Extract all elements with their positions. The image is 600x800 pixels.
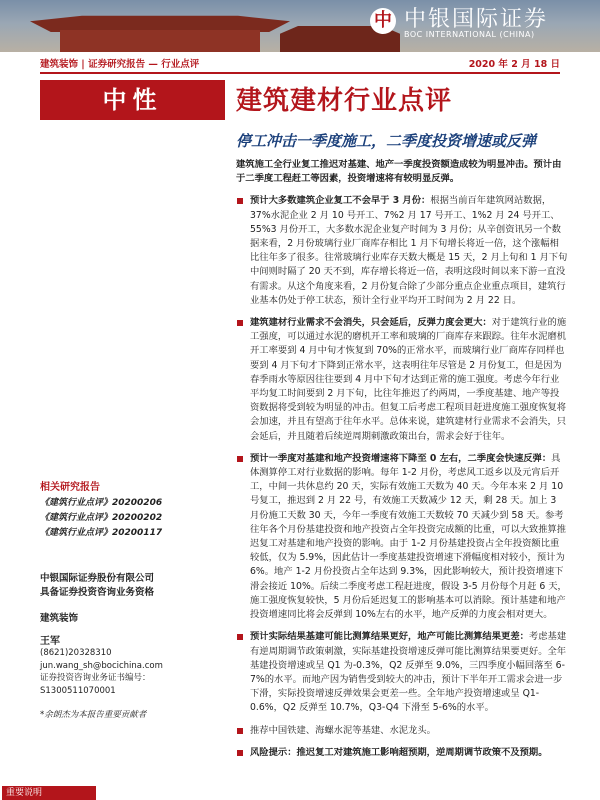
rating-badge: 中性 (40, 80, 225, 120)
related-report-link[interactable]: 《建筑行业点评》20200206 (40, 498, 163, 508)
bullet-lead: 预计大多数建筑企业复工不会早于 3 月份： (250, 195, 431, 207)
bullet-item (236, 630, 568, 715)
bullet-square-icon (237, 320, 243, 326)
analyst-name: 王军 (40, 636, 60, 647)
analyst-email[interactable]: jun.wang_sh@bocichina.com (40, 660, 163, 671)
related-report-link[interactable]: 《建筑行业点评》20200117 (40, 528, 163, 538)
bank-logo (370, 2, 590, 46)
footer-label: 重要说明 (2, 786, 96, 800)
related-report-link[interactable]: 《建筑行业点评》20200202 (40, 513, 163, 523)
bank-name-cn: 中银国际证券 (404, 7, 549, 32)
bullet-text: 推荐中国铁建、海螺水泥等基建、水泥龙头。 (250, 724, 436, 736)
bullet-square-icon (237, 750, 243, 756)
analyst-cert: 证券投资咨询业务证书编号：S1300511070001 (40, 673, 151, 696)
bullet-text: 推迟复工对建筑施工影响超预期，逆周期调节政策不及预期。 (296, 746, 548, 758)
bullet-text: 根据当前百年建筑网站数据，37%水泥企业 2 月 10 号开工、7%2 月 17 号开工、1%2 月 24 号开工、55%3 月份开工，大多数水泥企业复产时间为 3 月份；从辛创资讯另一个数据来看，2 月份玻璃行业厂商库存相比 1 月下旬增长将近一倍，这个涨幅相比往年多了很多。往常玻璃行业库存天数大概是 15 天，2 月上旬和 1 月下旬中间则时隔了 20 天不到，库存增长将近一倍，表明这段时间以来下游一直没有需求。从这个角度来看，2 月份复合除了少部分重点企业重点项目，建筑行业基本仍处于停工状态，预计全行业平均开工时间为 2 月 22 日。 (250, 195, 568, 306)
bullet-lead: 预计实际结果基建可能比测算结果更好，地产可能比测算结果更差： (250, 631, 529, 643)
bullet-lead: 预计一季度对基建和地产投资增速将下降至 0 左右，二季度会快速反弹： (250, 452, 552, 464)
report-date: 2020 年 2 月 18 日 (468, 59, 560, 70)
bullet-square-icon (237, 456, 243, 462)
breadcrumb (40, 56, 560, 72)
bullet-square-icon (237, 634, 243, 640)
page-title: 建筑建材行业点评 (236, 86, 453, 116)
bullet-text: 对于建筑行业的施工强度，可以通过水泥的磨机开工率和玻璃的厂商库存来跟踪。往年水泥磨机开工率要到 4 月中旬才恢复到 70%的正常水平，而玻璃行业厂商库存同样也要到 4 月下旬才下降到正常水平，这表明往年尽管是 2 月份复工，但是因为春季雨水等原因往往要到 4 月中下旬才达到正常的施工强度。考虑今年行业平均复工时间要到 2 月下旬，比往年推迟了约两周，一季度基建、地产等投资数据将受到较为明显的冲击。但复工后考虑工程项目赶进度施工强度恢复将会加速，并且有望高于往年水平。总体来说，建筑建材行业需求不会消失，只会延后，并且随着后续逆周期刺激政策出台，需求会好于往年。 (250, 317, 567, 442)
company-info (40, 572, 220, 626)
bullet-item (236, 316, 568, 444)
bullet-square-icon (237, 728, 243, 734)
analyst-info (40, 632, 220, 722)
bullet-text: 具体测算停工对行业数据的影响。每年 1-2 月份，考虑风工返乡以及元宵后开工，中间一共休息约 20 天，实际有效施工天数为 40 天。今年本来 2 月 10 号复工，推迟到 2 月 22 号，有效施工天数减少 12 天，剩 28 天。加上 3 月份施工天数 30 天，今年一季度有效施工天数较 70 天减少到 58 天。参考往年各个月份基建投资和地产投资占全年投资完成额的比重，可以大致推算推迟复工对基建和地产投资的影响。由于 1-2 月份基建投资占全年投资额比重较低，仅为 5.9%，因此估计一季度基建投资增速下滑幅度相对较小，预计为 6%。地产 1-2 月份投资占全年达到 9.3%，因此影响较大，预计投资增速下滑会接近 10%。后续二季度考虑工程赶进度，假设 3-5 月份每个月赶 6 天，施工强度恢复较快，5 月份后延迟复工的影响基本可以消除。预计基建和地产投资增速同比将会反弹到 10%左右的水平，地产反弹的力度会相对更大。 (250, 452, 567, 621)
bullet-item (236, 194, 568, 308)
header-banner (0, 0, 600, 52)
bullet-lead: 风险提示： (250, 746, 297, 758)
bullet-text: 考虑基建有逆周期调节政策刺激，实际基建投资增速反弹可能比测算结果要更好。全年基建投资增速或呈 Q1 为-0.3%，Q2 反弹至 9.0%，三四季度小幅回落至 6-7%的水平。而地产因为销售受到较大的冲击，预计下半年开工需求会进一步下滑，实际投资增速反弹效果会更差一些。全年地产投资增速或呈 Q1-0.6%，Q2 反弹至 10.7%，Q3-Q4 下滑至 5-6%的水平。 (250, 631, 567, 714)
analyst-phone: (8621)20328310 (40, 648, 112, 658)
page-subtitle: 停工冲击一季度施工，二季度投资增速或反弹 (236, 132, 537, 150)
boc-logo-icon: 中 (370, 8, 396, 34)
related-reports (40, 478, 220, 538)
header-divider (40, 72, 560, 74)
bullet-item (236, 746, 568, 760)
company-name: 中银国际证券股份有限公司 (40, 573, 155, 584)
palace-wall-image (60, 30, 260, 52)
sector-label: 建筑装饰 (40, 613, 79, 624)
bullet-item (236, 452, 568, 622)
bullet-item (236, 724, 568, 738)
bullet-square-icon (237, 198, 243, 204)
contributor-note: *余朗杰为本报告重要贡献者 (40, 710, 147, 720)
main-content (236, 158, 568, 768)
intro-paragraph: 建筑施工全行业复工推迟对基建、地产一季度投资额造成较为明显冲击。预计由于二季度工程赶工等因素，投资增速将有较明显反弹。 (236, 159, 562, 185)
breadcrumb-text: 建筑装饰 | 证券研究报告 — 行业点评 (40, 59, 200, 70)
bullet-lead: 建筑建材行业需求不会消失，只会延后，反弹力度会更大： (250, 317, 492, 329)
bank-name-en: BOC INTERNATIONAL (CHINA) (404, 30, 535, 39)
company-qualification: 具备证券投资咨询业务资格 (40, 587, 155, 598)
related-reports-heading: 相关研究报告 (40, 482, 100, 493)
